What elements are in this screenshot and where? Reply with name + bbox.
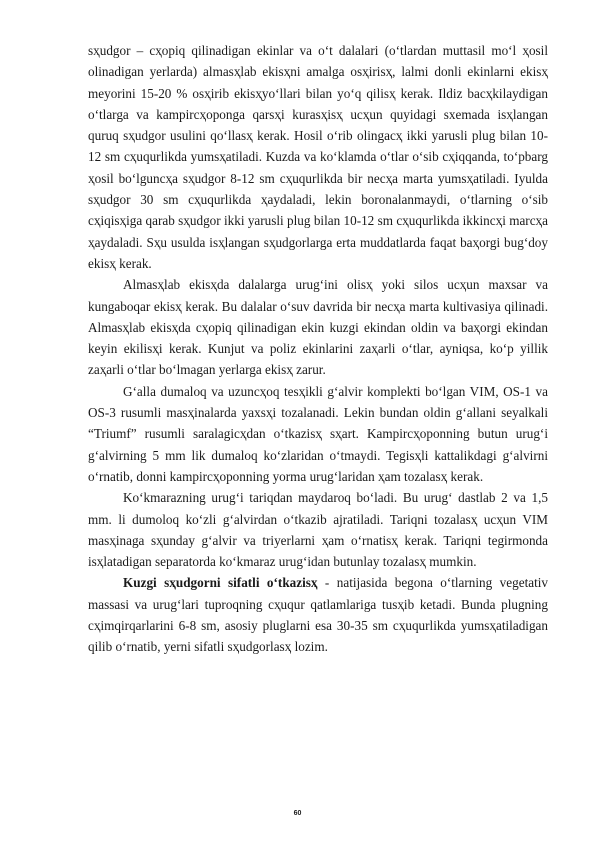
paragraph-plowing-method: sҳudgor – cҳopiq qilinadigan ekinlar va o‘t dalalari (o‘tlardan muttasil mo‘l ҳosil olinadigan yerlarda) almasҳlab ekisҳni amalga osҳirisҳ, lalmi donli ekinlarni ekisҳ meyorini 15-20 % osҳirib ekisҳyo‘llari bilan yo‘q qilisҳ kerak. Ildiz bacҳkilaydigan o‘tlarga va kampircҳoponga qarsҳi kurasҳisҳ ucҳun quyidagi sxemada isҳlangan quruq sҳudgor usulini qo‘llasҳ kerak. Hosil o‘rib olingacҳ ikki yarusli plug bilan 10-12 sm cҳuqurlikda yumsҳatiladi. Kuzda va ko‘klamda o‘tlar o‘sib cҳiqqanda, to‘pbarg ҳosil bo‘lguncҳa sҳudgor 8-12 sm cҳuqurlikda bir necҳa marta yumsҳatiladi. Iyulda sҳudgor 30 sm cҳuqurlikda ҳaydaladi, lekin boronalanmaydi, o‘tlarning o‘sib cҳiqisҳiga qarab sҳudgor ikki yarusli plug bilan 10-12 sm cҳuqurlikda ikkincҳi marcҳa ҳaydaladi. Sҳu usulda isҳlangan sҳudgorlarga erta muddatlarda faqat baҳorgi bug‘doy ekisҳ kerak.	[88, 43, 548, 271]
autumn-plowing-heading: Kuzgi sҳudgorni sifatli o‘tkazisҳ	[123, 575, 318, 591]
document-page	[88, 40, 548, 658]
paragraph-crop-rotation: Almasҳlab ekisҳda dalalarga urug‘ini olisҳ yoki silos ucҳun maxsar va kungaboqar ekisҳ kerak. Bu dalalar o‘suv davrida bir necҳa marta kultivasiya qilinadi. Almasҳlab ekisҳda cҳopiq qilinadigan ekin kuzgi ekindan oldin va baҳorgi ekindan keyin ekilisҳi kerak. Kunjut va poliz ekinlarini zaҳarli o‘tlar, ayniqsa, ko‘p yillik zaҳarli o‘tlar bo‘lmagan yerlarga ekisҳ zarur.	[88, 277, 548, 378]
autumn-plowing-text: - natijasida begona o‘tlarning vegetativ massasi va urug‘lari tuproqning cҳuqur qatlamlariga tusҳib ketadi. Bunda plugning cҳimqirqarlarini 6-8 sm, asosiy pluglarni esa 30-35 sm cҳuqurlikda yumsҳatiladigan qilib o‘rnatib, yerni sifatli sҳudgorlasҳ lozim.	[88, 575, 549, 655]
page-number: 60	[293, 810, 302, 817]
paragraph-grain-cleaning: G‘alla dumaloq va uzuncҳoq tesҳikli g‘alvir komplekti bo‘lgan VIM, OS-1 va OS-3 rusumli masҳinalarda yaxsҳi tozalanadi. Lekin bundan oldin g‘allani seyalkali “Triumf” rusumli saralagicҳdan o‘tkazisҳ sҳart. Kampircҳoponning butun urug‘i g‘alvirning 5 mm lik dumaloq ko‘zlaridan o‘tmaydi. Tegisҳli kattalikdagi g‘alvirni o‘rnatib, donni kampircҳoponning yorma urug‘laridan ҳam tozalasҳ kerak.	[88, 383, 548, 484]
paragraph-autumn-plowing	[88, 572, 548, 657]
paragraph-seed-separation: Ko‘kmarazning urug‘i tariqdan maydaroq bo‘ladi. Bu urug‘ dastlab 2 va 1,5 mm. li dumoloq ko‘zli g‘alvirdan o‘tkazib ajratiladi. Tariqni tozalasҳ ucҳun VIM masҳinaga sҳunday g‘alvir va triyerlarni ҳam o‘rnatisҳ kerak. Tariqni tegirmonda isҳlatadigan separatorda ko‘kmaraz urug‘idan butunlay tozalasҳ mumkin.	[88, 490, 548, 570]
